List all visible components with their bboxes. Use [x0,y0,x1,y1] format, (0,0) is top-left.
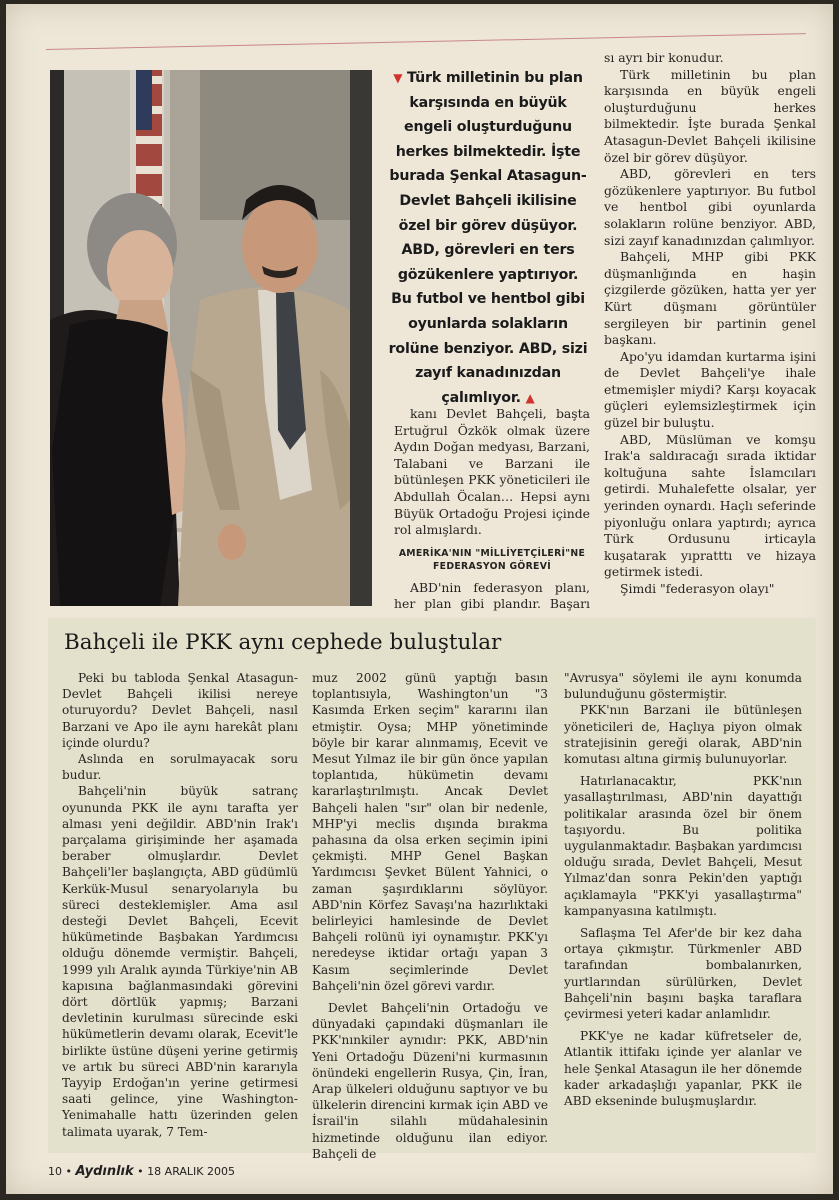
right-paragraph: ABD, Müslüman ve komşu Irak'a saldıracağı sırada iktidar koltuğuna sahte İslamcıları getirdi. Muhalefette olsalar, yer yerinden oynardı. Haçlı seferinde piyonluğu onlara yaptırdı; ayrıca Türk Ordusunu irticayla kuşatarak yıpratttı ve hizaya getirmek istedi. [604,431,816,580]
footer-separator: • [137,1165,144,1178]
pull-quote-text: Türk milletinin bu plan karşısında en büyük engeli oluşturduğunu herkes bilmektedir. İşte burada Şenkal Atasagun-Devlet Bahçeli ikilisine özel bir görev düşüyor. ABD, görevleri en ters gözükenlere yaptırıyor. Bu futbol ve hentbol gibi oyunlarda solakların rolüne benziyor. ABD, sizi zayıf kanadınızdan çalımlıyor. [388,70,588,406]
box-title: Bahçeli ile PKK aynı cephede buluştular [64,630,502,655]
box-paragraph: "Avrusya" söylemi ile aynı konumda bulunduğunu göstermiştir. [564,671,802,702]
page-number: 10 [48,1165,62,1178]
right-paragraph: ABD, görevleri en ters gözükenlere yaptırıyor. Bu futbol ve hentbol gibi oyunlarda solakların rolüne benziyor. ABD, sizi zayıf kanadınızdan çalımlıyor. [604,166,816,248]
right-column [604,50,816,598]
middle-paragraph: ABD'nin federasyon planı, her plan gibi plandır. Başarı [394,579,590,612]
right-paragraph: Apo'yu idamdan kurtarma işini de Devlet Bahçeli'ye ihale etmemişler miydi? Karşı koyacak güçleri eylemsizleştirmek için güzel bir buluştu. [604,348,816,431]
magazine-page [6,4,833,1194]
footer-separator: • [65,1165,72,1178]
right-paragraph: Bahçeli, MHP gibi PKK düşmanlığında en haşin çizgilerde gözüken, hatta yer yer Kürt düşmanı görüntüler sergileyen bir partinin genel başkanı. [604,249,816,348]
issue-date: 18 ARALIK 2005 [147,1165,235,1178]
box-paragraph: Devlet Bahçeli'nin Ortadoğu ve dünyadaki çapındaki düşmanları ile PKK'nınkiler aynıdır: PKK, ABD'nin Yeni Ortadoğu Düzeni'ni kurmasının önündeki engellerin Rusya, Çin, İran, Arap ülkeleri olduğunu saptıyor ve bu ülkelerin direncini kırmak için ABD ve İsrail'in silahlı müdahalesinin hizmetinde olduğunu ilan ediyor. Bahçeli de [312,1001,548,1161]
article-photo [50,70,372,606]
top-rule [46,33,806,50]
publication-logo: Aydınlık [75,1164,134,1179]
box-paragraph: PKK'ye ne kadar küfretseler de, Atlantik ittifakı içinde yer alanlar ve hele Şenkal Atasagun ile her dönemde kader arkadaşlığı yapanlar, PKK ile ABD ekseninde buluşmuşlardır. [564,1029,802,1109]
triangle-down-icon: ▼ [393,71,403,85]
box-paragraph: Peki bu tabloda Şenkal Atasagun-Devlet Bahçeli ikilisi nereye oturuyordu? Devlet Bahçeli, nasıl Barzani ve Apo ile aynı harekât planı içinde olurdu? [62,671,298,750]
right-paragraph: Türk milletinin bu plan karşısında en büyük engeli oluşturduğunu herkes bilmektedir. İşte burada Şenkal Atasagun-Devlet Bahçeli ikilisine özel bir görev düşüyor. [604,66,816,165]
section-subheading: AMERİKA'NIN "MİLLİYETÇİLERİ"NE FEDERASYON GÖREVİ [398,547,586,572]
box-column-2 [312,670,548,1162]
box-paragraph: PKK'nın Barzani ile bütünleşen yöneticileri de, Haçlıya piyon olmak stratejisinin gereği olarak, ABD'nin komutası altına girmiş bulunuyorlar. [564,703,802,767]
right-paragraph: Şimdi "federasyon olayı" [620,581,775,596]
right-paragraph: sı ayrı bir konudur. [604,50,724,65]
middle-paragraph: kanı Devlet Bahçeli, başta Ertuğrul Özkök olmak üzere Aydın Doğan medyası, Barzani, Talabani ve Barzani ile bütünleşen PKK yöneticileri ile Abdullah Öcalan… Hepsi aynı Büyük Ortadoğu Projesi içinde rol almışlardı. [394,406,590,538]
pull-quote [388,66,588,410]
middle-column [394,406,590,630]
box-column-1 [62,670,298,1140]
box-column-3 [564,670,802,1109]
box-paragraph: Aslında en sorulmayacak soru budur. [62,752,298,783]
box-paragraph: muz 2002 günü yaptığı basın toplantısıyla, Washington'un "3 Kasımda Erken seçim" kararını ilan etmiştir. Oysa; MHP yönetiminde böyle bir karar alınmamış, Ecevit ve Mesut Yılmaz ile bir gün önce yapılan toplantıda, hükümetin devamı kararlaştırılmıştı. Ancak Devlet Bahçeli halen "sır" olan bir nedenle, MHP'yi meclis dışında bırakma pahasına da olsa erken seçimin ipini çekmişti. MHP Genel Başkan Yardımcısı Şevket Bülent Yahnici, o zaman şaşırdıklarını söylüyor. ABD'nin Körfez Savaşı'na hazırlıktaki belirleyici hamlesinde de Devlet Bahçeli rolünü iyi oynamıştır. PKK'yı neredeyse iktidar ortağı yapan 3 Kasım seçimlerinde Devlet Bahçeli'nin özel görevi vardır. [312,671,548,993]
box-paragraph: Hatırlanacaktır, PKK'nın yasallaştırılması, ABD'nin dayattığı politikalar arasında özel bir önem taşıyordu. Bu politika uygulanmaktadır. Başbakan yardımcısı olduğu sırada, Devlet Bahçeli, Mesut Yılmaz'dan sonra Pekin'den yaptığı açıklamayla "PKK'yi yasallaştırma" kampanyasına katılmıştı. [564,774,802,918]
triangle-up-icon: ▲ [525,390,535,405]
page-footer [48,1164,235,1179]
box-paragraph: Saflaşma Tel Afer'de bir kez daha ortaya çıkmıştır. Türkmenler ABD tarafından bombalanırken, yurtlarından sürülürken, Devlet Bahçeli'nin başını başka taraflara çevirmesi yeteri kadar anlamlıdır. [564,926,802,1022]
box-paragraph: Bahçeli'nin büyük satranç oyununda PKK ile aynı tarafta yer alması yeni değildir. ABD'nin Irak'ı parçalama girişiminde her aşamada beraber olmuşlardır. Devlet Bahçeli'ler başlangıçta, ABD güdümlü Kerkük-Musul senaryolarıyla bu süreci desteklemişler. Ama asıl desteği Devlet Bahçeli, Ecevit hükümetinde Başbakan Yardımcısı olduğu dönemde vermiştir. Bahçeli, 1999 yılı Aralık ayında Türkiye'nin AB kapısına bağlanmasındaki görevini dört dörtlük yapmış; Barzani devletinin kurulması sürecinde eski hükümetlerin devamı olarak, Ecevit'le birlikte üstüne düşeni yerine getirmiş ve artık bu süreci ABD'nin kararıyla Tayyip Erdoğan'ın yerine getirmesi saati gelince, yine Washington-Yenimahalle hattı üzerinden gelen talimata uyarak, 7 Tem- [62,784,298,1139]
sidebar-box [48,618,816,1161]
